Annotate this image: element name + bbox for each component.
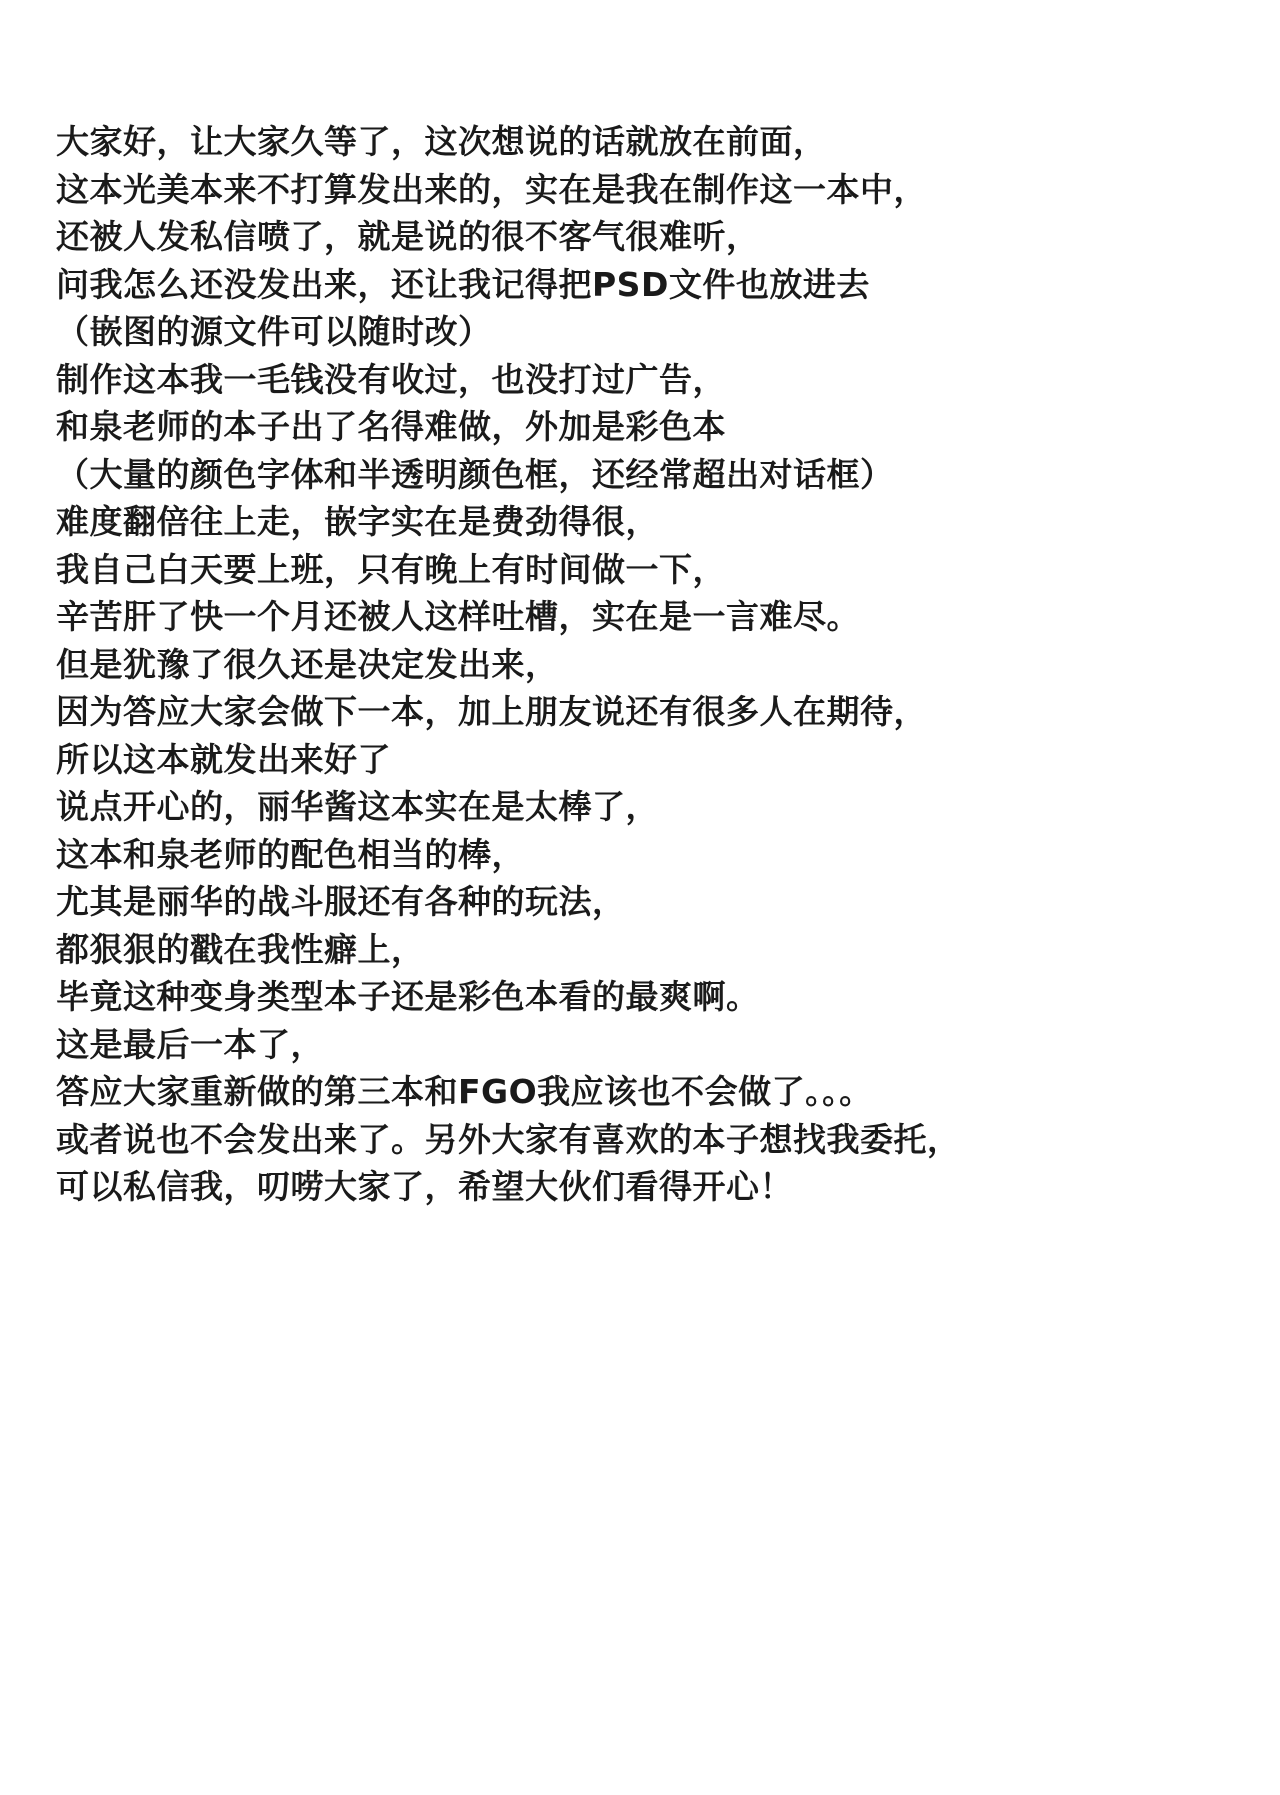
afterword-line: 但是犹豫了很久还是决定发出来， [56, 644, 559, 684]
afterword-line: （嵌图的源文件可以随时改） [56, 312, 492, 351]
afterword-line: 大家好，让大家久等了，这次想说的话就放在前面， [56, 122, 827, 161]
afterword-line: 这本和泉老师的配色相当的棒， [56, 834, 525, 874]
afterword-line: 答应大家重新做的第三本和FGO我应该也不会做了。。。 [56, 1072, 873, 1111]
afterword-line: 问我怎么还没发出来，还让我记得把PSD文件也放进去 [56, 264, 870, 304]
afterword-text-block [56, 118, 1216, 1211]
afterword-line: 这本光美本来不打算发出来的，实在是我在制作这一本中， [56, 169, 927, 209]
afterword-line: 毕竟这种变身类型本子还是彩色本看的最爽啊。 [56, 977, 760, 1016]
afterword-line: 尤其是丽华的战斗服还有各种的玩法， [56, 882, 626, 921]
afterword-line: 这是最后一本了， [56, 1024, 324, 1064]
afterword-line: 制作这本我一毛钱没有收过，也没打过广告， [56, 359, 726, 399]
afterword-line: 可以私信我，叨唠大家了，希望大伙们看得开心！ [56, 1167, 793, 1206]
afterword-line: 因为答应大家会做下一本，加上朋友说还有很多人在期待， [56, 692, 927, 731]
afterword-line: 都狠狠的戳在我性癖上， [56, 929, 425, 969]
afterword-line: 所以这本就发出来好了 [56, 739, 391, 779]
afterword-line: 辛苦肝了快一个月还被人这样吐槽，实在是一言难尽。 [56, 597, 860, 636]
afterword-line: 和泉老师的本子出了名得难做，外加是彩色本 [56, 407, 726, 446]
afterword-line: 说点开心的，丽华酱这本实在是太棒了， [56, 787, 659, 826]
afterword-line: （大量的颜色字体和半透明颜色框，还经常超出对话框） [56, 454, 894, 494]
afterword-line: 还被人发私信喷了，就是说的很不客气很难听， [56, 217, 760, 256]
afterword-line: 难度翻倍往上走，嵌字实在是费劲得很， [56, 502, 659, 541]
afterword-line: 或者说也不会发出来了。另外大家有喜欢的本子想找我委托， [56, 1119, 961, 1159]
afterword-line: 我自己白天要上班，只有晚上有时间做一下， [56, 549, 726, 589]
